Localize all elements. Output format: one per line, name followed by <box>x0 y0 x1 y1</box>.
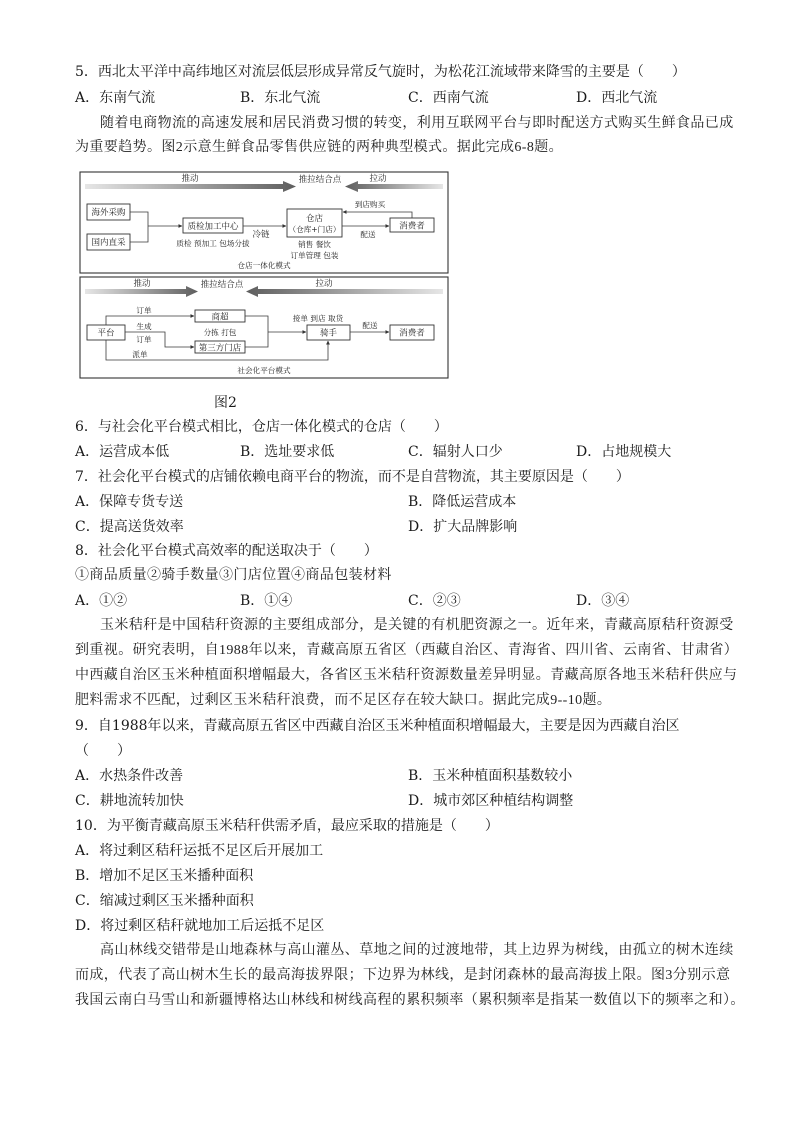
q8-option-a: A．①② <box>75 593 128 609</box>
passage-9-10-line-3: 中西藏自治区玉米种植面积增幅最大，各省区玉米秸秆资源数量差异明显。青藏高原各地玉米秸秆供应与 <box>75 668 738 683</box>
q7-stem: 7．社会化平台模式的店铺依赖电商平台的物流，而不是自营物流，其主要原因是（ ） <box>75 469 630 485</box>
store-ops-label-2: 订单管理 包装 <box>290 251 339 260</box>
q5-option-a: A．东南气流 <box>75 90 156 106</box>
q8-option-b: B．①④ <box>240 593 293 609</box>
passage-treeline-line-1: 高山林线交错带是山地森林与高山灌丛、草地之间的过渡地带，其上边界为树线，由孤立的树木连续 <box>100 943 734 958</box>
passage-9-10-line-4: 肥料需求不匹配，过剩区玉米秸秆浪费，而不足区存在较大缺口。据此完成9--10题。 <box>75 693 612 708</box>
overseas-purchase-label: 海外采购 <box>91 208 126 218</box>
passage-9-10-line-2: 到重视。研究表明，自1988年以来，青藏高原五省区（西藏自治区、青海省、四川省、云南省、甘肃省） <box>75 643 739 658</box>
warehouse-store-mode-name: 仓店一体化模式 <box>237 261 291 270</box>
q5-option-c: C．西南气流 <box>408 90 489 106</box>
store-subtitle-label: （仓库+门店） <box>288 225 341 234</box>
rider-steps-label: 接单 到店 取货 <box>292 314 344 323</box>
sort-pack-label: 分拣 打包 <box>203 328 237 337</box>
pull-label-top: 拉动 <box>369 174 387 184</box>
q7-option-a: A．保障专货专送 <box>75 494 184 510</box>
order-label: 订单 <box>136 306 152 315</box>
q6-option-d: D．占地规模大 <box>576 444 672 460</box>
q5-option-b: B．东北气流 <box>240 90 321 106</box>
q8-items: ①商品质量②骑手数量③门店位置④商品包装材料 <box>75 568 392 583</box>
q10-stem: 10．为平衡青藏高原玉米秸秆供需矛盾，最应采取的措施是（ ） <box>75 818 499 834</box>
q10-option-c: C．缩减过剩区玉米播种面积 <box>75 893 254 909</box>
q6-stem: 6．与社会化平台模式相比，仓店一体化模式的仓店（ ） <box>75 419 448 435</box>
processing-center-label: 质检加工中心 <box>187 222 239 232</box>
q8-option-c: C．②③ <box>408 593 461 609</box>
passage-treeline-line-3: 我国云南白马雪山和新疆博格达山林线和树线高程的累积频率（累积频率是指某一数值以下的频率之和）。 <box>75 993 745 1008</box>
consumer-label-top: 消费者 <box>399 221 425 232</box>
q9-answer-paren: （ ） <box>75 743 131 759</box>
generate-label: 生成 <box>136 322 152 331</box>
q5-option-d: D．西北气流 <box>576 90 658 106</box>
figure-2-caption: 图2 <box>214 395 237 411</box>
q9-option-b: B．玉米种植面积基数较小 <box>408 768 573 784</box>
store-title-label: 仓店 <box>305 214 324 224</box>
store-ops-label-1: 销售 餐饮 <box>298 240 331 249</box>
consumer-label-bottom: 消费者 <box>399 328 425 339</box>
q10-option-b: B．增加不足区玉米播种面积 <box>75 868 254 884</box>
q8-option-d: D．③④ <box>576 593 630 609</box>
cold-chain-label: 冷链 <box>252 230 270 240</box>
q7-option-b: B．降低运营成本 <box>408 494 517 510</box>
q10-option-d: D．将过剩区秸秆就地加工后运抵不足区 <box>75 918 325 934</box>
passage-6-8-line-2: 为重要趋势。图2示意生鲜食品零售供应链的两种典型模式。据此完成6-8题。 <box>75 140 564 155</box>
rider-label: 骑手 <box>319 328 338 339</box>
social-platform-mode-name: 社会化平台模式 <box>237 366 291 375</box>
passage-6-8-line-1: 随着电商物流的高速发展和居民消费习惯的转变，利用互联网平台与即时配送方式购买生鲜食品已成 <box>100 116 734 131</box>
in-store-purchase-label: 到店购买 <box>354 200 386 209</box>
delivery-label-top: 配送 <box>360 230 376 239</box>
passage-9-10-line-1: 玉米秸秆是中国秸秆资源的主要组成部分，是关键的有机肥资源之一。近年来，青藏高原秸秆资源受 <box>100 618 734 633</box>
q8-stem: 8．社会化平台模式高效率的配送取决于（ ） <box>75 543 378 559</box>
supermarket-label: 商超 <box>211 312 229 323</box>
push-pull-point-label-top: 推拉结合点 <box>298 175 342 185</box>
q9-option-a: A．水热条件改善 <box>75 768 184 784</box>
q7-option-c: C．提高送货效率 <box>75 519 184 535</box>
q7-option-d: D．扩大品牌影响 <box>408 519 518 535</box>
generate-order-label: 订单 <box>136 335 152 344</box>
q5-stem: 5．西北太平洋中高纬地区对流层低层形成异常反气旋时，为松花江流域带来降雪的主要是（ ） <box>75 64 686 80</box>
push-label-bottom: 推动 <box>133 279 151 289</box>
delivery-label-bottom: 配送 <box>362 321 378 330</box>
platform-label: 平台 <box>97 328 115 339</box>
q9-option-c: C．耕地流转加快 <box>75 793 184 809</box>
push-pull-point-label-bottom: 推拉结合点 <box>200 280 244 290</box>
domestic-purchase-label: 国内直采 <box>91 238 126 248</box>
third-party-store-label: 第三方门店 <box>198 343 242 354</box>
processing-steps-label: 质检 预加工 包场分拔 <box>176 239 250 248</box>
q9-stem: 9．自1988年以来，青藏高原五省区中西藏自治区玉米种植面积增幅最大，主要是因为西藏自治区 <box>75 718 680 734</box>
passage-treeline-line-2: 而成，代表了高山树木生长的最高海拔界限；下边界为林线，是封闭森林的最高海拔上限。图3分别示意 <box>75 968 731 983</box>
push-label-top: 推动 <box>181 174 199 184</box>
q10-option-a: A．将过剩区秸秆运抵不足区后开展加工 <box>75 843 324 859</box>
q6-option-a: A．运营成本低 <box>75 444 170 460</box>
q6-option-b: B．选址要求低 <box>240 444 335 460</box>
figure-2-diagram <box>78 170 450 380</box>
pull-label-bottom: 拉动 <box>315 279 333 289</box>
q6-option-c: C．辐射人口少 <box>408 444 503 460</box>
dispatch-label: 派单 <box>132 350 148 359</box>
q9-option-d: D．城市郊区种植结构调整 <box>408 793 574 809</box>
